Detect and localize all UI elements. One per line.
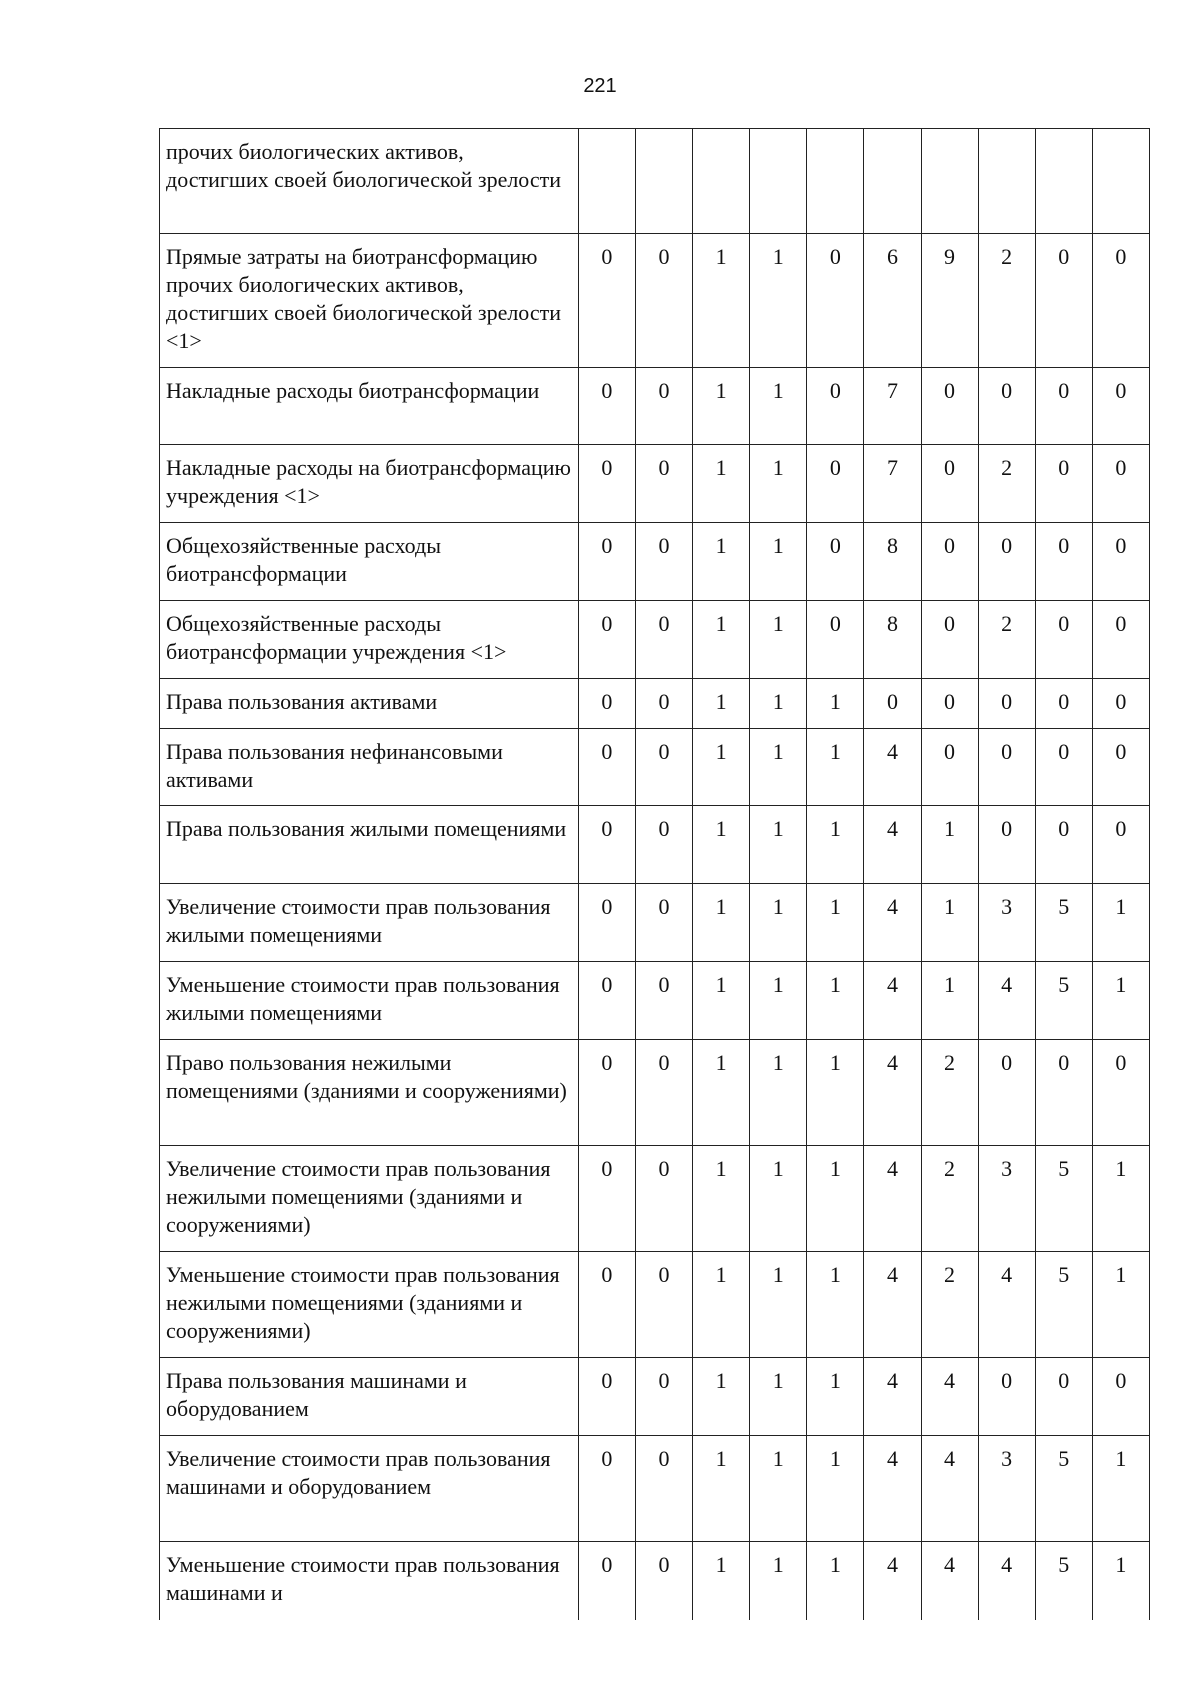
code-digit-cell: 0 <box>635 884 692 962</box>
code-digit-cell: 4 <box>864 1542 921 1620</box>
code-digit-cell: 4 <box>978 962 1035 1040</box>
code-digit-cell: 1 <box>807 1146 864 1252</box>
page-number: 221 <box>583 75 617 97</box>
account-name-cell: Уменьшение стоимости прав пользования машинами и <box>160 1542 579 1620</box>
table-row <box>160 601 1150 679</box>
code-digit-cell: 0 <box>1035 445 1092 523</box>
table-row <box>160 1146 1150 1252</box>
code-digit-cell: 3 <box>978 1436 1035 1542</box>
code-digit-cell: 4 <box>864 884 921 962</box>
code-digit-cell: 4 <box>864 729 921 806</box>
table-row <box>160 884 1150 962</box>
code-digit-cell: 1 <box>750 1040 807 1146</box>
code-digit-cell: 1 <box>693 1252 750 1358</box>
code-digit-cell <box>693 129 750 234</box>
code-digit-cell: 2 <box>921 1040 978 1146</box>
code-digit-cell: 0 <box>578 601 635 679</box>
table-row <box>160 445 1150 523</box>
code-digit-cell: 0 <box>807 234 864 368</box>
table-row <box>160 1040 1150 1146</box>
code-digit-cell: 0 <box>635 445 692 523</box>
code-digit-cell: 0 <box>635 1146 692 1252</box>
code-digit-cell: 1 <box>750 601 807 679</box>
code-digit-cell: 1 <box>693 729 750 806</box>
code-digit-cell <box>578 129 635 234</box>
code-digit-cell: 1 <box>693 1542 750 1620</box>
code-digit-cell: 0 <box>978 729 1035 806</box>
code-digit-cell: 0 <box>578 729 635 806</box>
code-digit-cell: 4 <box>921 1436 978 1542</box>
code-digit-cell: 1 <box>807 1436 864 1542</box>
code-digit-cell: 0 <box>1092 368 1149 445</box>
code-digit-cell: 4 <box>978 1542 1035 1620</box>
code-digit-cell: 1 <box>693 523 750 601</box>
code-digit-cell: 8 <box>864 523 921 601</box>
code-digit-cell: 0 <box>578 1542 635 1620</box>
account-name-cell: Увеличение стоимости прав пользования нежилыми помещениями (зданиями и сооружениями) <box>160 1146 579 1252</box>
code-digit-cell: 0 <box>578 368 635 445</box>
code-digit-cell: 5 <box>1035 1542 1092 1620</box>
code-digit-cell: 0 <box>635 523 692 601</box>
code-digit-cell: 2 <box>921 1252 978 1358</box>
code-digit-cell: 0 <box>578 884 635 962</box>
code-digit-cell <box>1092 129 1149 234</box>
code-digit-cell: 0 <box>578 1252 635 1358</box>
code-digit-cell: 0 <box>921 729 978 806</box>
account-name-cell: Права пользования жилыми помещениями <box>160 806 579 884</box>
code-digit-cell: 0 <box>921 523 978 601</box>
code-digit-cell: 0 <box>1035 234 1092 368</box>
code-digit-cell: 2 <box>978 601 1035 679</box>
code-digit-cell: 1 <box>750 962 807 1040</box>
code-digit-cell <box>807 129 864 234</box>
code-digit-cell: 1 <box>921 884 978 962</box>
code-digit-cell: 1 <box>693 1146 750 1252</box>
code-digit-cell: 1 <box>693 445 750 523</box>
account-code-table <box>159 128 1150 1620</box>
code-digit-cell: 2 <box>921 1146 978 1252</box>
code-digit-cell: 0 <box>635 1542 692 1620</box>
code-digit-cell: 1 <box>807 1252 864 1358</box>
code-digit-cell: 4 <box>864 1146 921 1252</box>
code-digit-cell: 1 <box>807 1542 864 1620</box>
code-digit-cell: 0 <box>635 368 692 445</box>
account-name-cell: Права пользования нефинансовыми активами <box>160 729 579 806</box>
code-digit-cell: 1 <box>750 523 807 601</box>
code-digit-cell: 0 <box>1035 679 1092 729</box>
code-digit-cell: 0 <box>807 601 864 679</box>
code-digit-cell: 9 <box>921 234 978 368</box>
code-digit-cell <box>750 129 807 234</box>
table-row <box>160 806 1150 884</box>
code-digit-cell: 2 <box>978 445 1035 523</box>
code-digit-cell: 0 <box>1092 729 1149 806</box>
code-digit-cell: 1 <box>750 729 807 806</box>
account-name-cell: Право пользования нежилыми помещениями (зданиями и сооружениями) <box>160 1040 579 1146</box>
code-digit-cell: 0 <box>1092 445 1149 523</box>
account-name-cell: Права пользования машинами и оборудованием <box>160 1358 579 1436</box>
code-digit-cell: 0 <box>807 523 864 601</box>
code-digit-cell: 4 <box>864 806 921 884</box>
code-digit-cell: 1 <box>807 1358 864 1436</box>
account-name-cell: Общехозяйственные расходы биотрансформации учреждения <1> <box>160 601 579 679</box>
code-digit-cell: 0 <box>1035 729 1092 806</box>
code-digit-cell: 0 <box>635 601 692 679</box>
code-digit-cell: 5 <box>1035 1252 1092 1358</box>
code-digit-cell: 1 <box>921 962 978 1040</box>
code-digit-cell: 0 <box>578 679 635 729</box>
code-digit-cell: 0 <box>978 806 1035 884</box>
code-digit-cell: 0 <box>635 806 692 884</box>
code-digit-cell: 0 <box>864 679 921 729</box>
code-digit-cell: 5 <box>1035 1146 1092 1252</box>
code-digit-cell <box>1035 129 1092 234</box>
code-digit-cell: 0 <box>578 1358 635 1436</box>
code-digit-cell: 4 <box>864 1040 921 1146</box>
code-digit-cell: 5 <box>1035 962 1092 1040</box>
table-row <box>160 1358 1150 1436</box>
code-digit-cell: 1 <box>807 962 864 1040</box>
code-digit-cell: 7 <box>864 445 921 523</box>
code-digit-cell <box>978 129 1035 234</box>
code-digit-cell: 1 <box>750 1436 807 1542</box>
code-digit-cell: 0 <box>1035 806 1092 884</box>
code-digit-cell: 0 <box>978 679 1035 729</box>
code-digit-cell: 0 <box>1035 1358 1092 1436</box>
code-digit-cell: 1 <box>693 679 750 729</box>
table-row <box>160 523 1150 601</box>
code-digit-cell: 4 <box>864 1358 921 1436</box>
code-digit-cell: 0 <box>1092 806 1149 884</box>
code-digit-cell: 0 <box>1035 368 1092 445</box>
code-digit-cell: 1 <box>693 884 750 962</box>
code-digit-cell: 1 <box>693 234 750 368</box>
code-digit-cell: 3 <box>978 884 1035 962</box>
code-digit-cell: 1 <box>750 679 807 729</box>
code-digit-cell: 0 <box>635 1436 692 1542</box>
code-digit-cell: 1 <box>750 234 807 368</box>
account-name-cell: Накладные расходы биотрансформации <box>160 368 579 445</box>
code-digit-cell: 5 <box>1035 1436 1092 1542</box>
code-digit-cell: 0 <box>1092 679 1149 729</box>
code-digit-cell: 0 <box>1035 601 1092 679</box>
code-digit-cell: 1 <box>1092 1252 1149 1358</box>
table-row <box>160 1252 1150 1358</box>
code-digit-cell: 1 <box>693 806 750 884</box>
account-name-cell: Увеличение стоимости прав пользования жилыми помещениями <box>160 884 579 962</box>
code-digit-cell: 0 <box>578 1146 635 1252</box>
code-digit-cell: 0 <box>978 1358 1035 1436</box>
code-digit-cell: 4 <box>921 1358 978 1436</box>
code-digit-cell: 6 <box>864 234 921 368</box>
code-digit-cell: 3 <box>978 1146 1035 1252</box>
code-digit-cell: 1 <box>807 1040 864 1146</box>
account-name-cell: Общехозяйственные расходы биотрансформации <box>160 523 579 601</box>
account-name-cell: Накладные расходы на биотрансформацию учреждения <1> <box>160 445 579 523</box>
code-digit-cell: 1 <box>750 368 807 445</box>
code-digit-cell: 5 <box>1035 884 1092 962</box>
code-digit-cell: 0 <box>635 679 692 729</box>
table-row <box>160 1436 1150 1542</box>
code-digit-cell: 0 <box>807 445 864 523</box>
code-digit-cell: 0 <box>578 962 635 1040</box>
code-digit-cell: 0 <box>635 1252 692 1358</box>
table-row <box>160 962 1150 1040</box>
code-digit-cell: 0 <box>578 523 635 601</box>
code-digit-cell: 0 <box>1092 601 1149 679</box>
code-digit-cell: 1 <box>921 806 978 884</box>
code-digit-cell: 1 <box>1092 1146 1149 1252</box>
code-digit-cell: 1 <box>750 1252 807 1358</box>
account-name-cell: Уменьшение стоимости прав пользования жилыми помещениями <box>160 962 579 1040</box>
code-digit-cell: 0 <box>1092 1040 1149 1146</box>
code-digit-cell <box>864 129 921 234</box>
table-row <box>160 129 1150 234</box>
code-digit-cell: 1 <box>807 884 864 962</box>
table-row <box>160 1542 1150 1620</box>
code-digit-cell: 8 <box>864 601 921 679</box>
code-digit-cell: 1 <box>807 729 864 806</box>
table-row <box>160 234 1150 368</box>
code-digit-cell: 1 <box>693 1358 750 1436</box>
table-row <box>160 679 1150 729</box>
code-digit-cell: 1 <box>750 806 807 884</box>
code-digit-cell: 1 <box>693 601 750 679</box>
code-digit-cell: 0 <box>1092 1358 1149 1436</box>
code-digit-cell: 1 <box>693 368 750 445</box>
code-digit-cell: 1 <box>1092 884 1149 962</box>
code-digit-cell: 7 <box>864 368 921 445</box>
code-digit-cell <box>635 129 692 234</box>
code-digit-cell: 1 <box>750 1146 807 1252</box>
code-digit-cell: 4 <box>921 1542 978 1620</box>
account-name-cell: Права пользования активами <box>160 679 579 729</box>
code-digit-cell: 0 <box>978 368 1035 445</box>
code-digit-cell: 1 <box>693 1040 750 1146</box>
code-digit-cell: 0 <box>635 234 692 368</box>
code-digit-cell: 1 <box>750 884 807 962</box>
code-digit-cell: 0 <box>1035 523 1092 601</box>
code-digit-cell: 1 <box>1092 962 1149 1040</box>
code-digit-cell: 0 <box>578 806 635 884</box>
code-digit-cell: 1 <box>693 962 750 1040</box>
code-digit-cell: 0 <box>978 1040 1035 1146</box>
code-digit-cell: 0 <box>1092 523 1149 601</box>
code-digit-cell: 2 <box>978 234 1035 368</box>
code-digit-cell: 1 <box>750 445 807 523</box>
account-name-cell: прочих биологических активов, достигших своей биологической зрелости <box>160 129 579 234</box>
code-digit-cell: 0 <box>578 1436 635 1542</box>
code-digit-cell: 4 <box>864 1436 921 1542</box>
table-row <box>160 729 1150 806</box>
code-digit-cell: 1 <box>1092 1436 1149 1542</box>
code-digit-cell: 4 <box>978 1252 1035 1358</box>
account-name-cell: Увеличение стоимости прав пользования машинами и оборудованием <box>160 1436 579 1542</box>
code-digit-cell: 0 <box>978 523 1035 601</box>
code-digit-cell: 0 <box>807 368 864 445</box>
code-digit-cell: 4 <box>864 962 921 1040</box>
code-digit-cell <box>921 129 978 234</box>
code-digit-cell: 0 <box>635 1040 692 1146</box>
code-digit-cell: 1 <box>807 679 864 729</box>
code-digit-cell: 0 <box>921 679 978 729</box>
code-digit-cell: 0 <box>578 234 635 368</box>
code-digit-cell: 0 <box>635 729 692 806</box>
code-digit-cell: 0 <box>921 445 978 523</box>
code-digit-cell: 1 <box>693 1436 750 1542</box>
code-digit-cell: 1 <box>1092 1542 1149 1620</box>
code-digit-cell: 0 <box>1092 234 1149 368</box>
account-name-cell: Прямые затраты на биотрансформацию прочих биологических активов, достигших своей биологической зрелости <1> <box>160 234 579 368</box>
code-digit-cell: 1 <box>750 1542 807 1620</box>
code-digit-cell: 1 <box>750 1358 807 1436</box>
table-row <box>160 368 1150 445</box>
code-digit-cell: 0 <box>921 601 978 679</box>
code-digit-cell: 0 <box>1035 1040 1092 1146</box>
code-digit-cell: 1 <box>807 806 864 884</box>
code-digit-cell: 0 <box>578 1040 635 1146</box>
account-name-cell: Уменьшение стоимости прав пользования нежилыми помещениями (зданиями и сооружениями) <box>160 1252 579 1358</box>
code-digit-cell: 0 <box>578 445 635 523</box>
code-digit-cell: 0 <box>635 1358 692 1436</box>
code-digit-cell: 4 <box>864 1252 921 1358</box>
code-digit-cell: 0 <box>921 368 978 445</box>
code-digit-cell: 0 <box>635 962 692 1040</box>
